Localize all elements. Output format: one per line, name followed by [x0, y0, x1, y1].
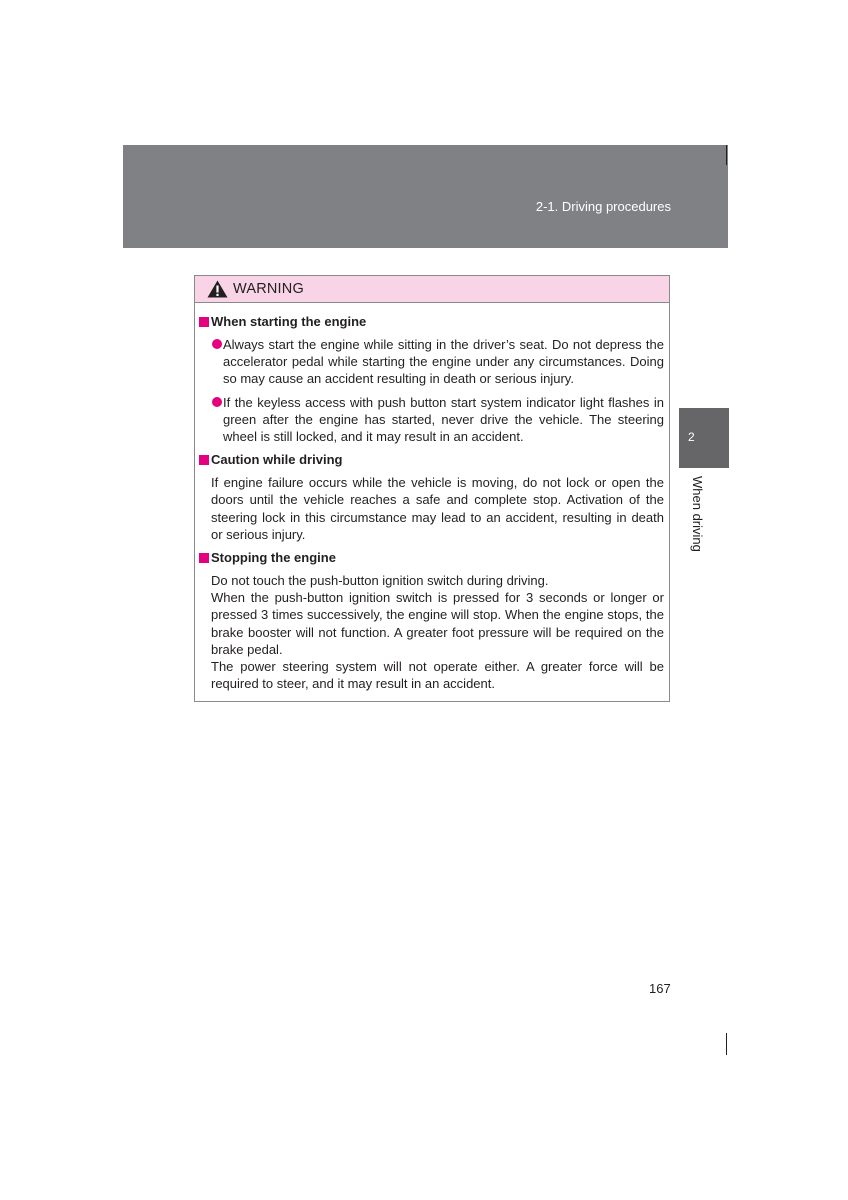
warning-header: [195, 276, 669, 303]
warning-box: [194, 275, 670, 702]
section-heading-caution: [199, 451, 664, 468]
section-heading-text: Caution while driving: [211, 452, 343, 468]
square-bullet-icon: [199, 455, 209, 465]
section-heading-text: When starting the engine: [211, 314, 367, 329]
chapter-tab: [679, 408, 729, 468]
paragraph: If engine failure occurs while the vehicle is moving, do not lock or open the doors until the vehicle reaches a safe and complete stop. Activation of the steering lock in this circumstance may lead to an accident, resulting in death or serious injury.: [211, 475, 664, 542]
paragraph: When the push-button ignition switch is pressed for 3 seconds or longer or pressed 3 times successively, the engine will stop. When the engine stops, the brake booster will not function. A greater foot pressure will be required on the brake pedal.: [211, 590, 664, 657]
warning-title: WARNING: [233, 281, 304, 297]
list-item: [199, 336, 664, 388]
section-heading-stopping: [199, 549, 664, 566]
list-item: [199, 394, 664, 446]
page-number: 167: [649, 981, 671, 996]
section-heading-starting: [199, 313, 664, 330]
section-heading-text: Stopping the engine: [211, 550, 336, 566]
dot-bullet-icon: [212, 397, 222, 407]
list-item-text: Always start the engine while sitting in the driver’s seat. Do not depress the accelerator pedal while starting the engine under any circumstances. Doing so may cause an accident resulting in death or serious injury.: [223, 337, 664, 387]
paragraph: Do not touch the push-button ignition switch during driving.: [211, 573, 549, 589]
section-title: 2-1. Driving procedures: [535, 199, 671, 214]
dot-bullet-icon: [212, 339, 222, 349]
warning-triangle-icon: [207, 280, 228, 298]
chapter-header-band: [123, 145, 728, 248]
header-crop-mark: [726, 145, 727, 165]
square-bullet-icon: [199, 553, 209, 563]
chapter-number: 2: [688, 430, 695, 444]
warning-content: [195, 303, 669, 692]
square-bullet-icon: [199, 317, 209, 327]
chapter-label: When driving: [690, 476, 705, 552]
list-item-text: If the keyless access with push button start system indicator light flashes in green after the engine has started, never drive the vehicle. The steering wheel is still locked, and it may result in an accident.: [223, 394, 664, 445]
footer-crop-mark: [726, 1033, 727, 1055]
paragraph: The power steering system will not operate either. A greater force will be required to steer, and it may result in an accident.: [211, 659, 664, 692]
